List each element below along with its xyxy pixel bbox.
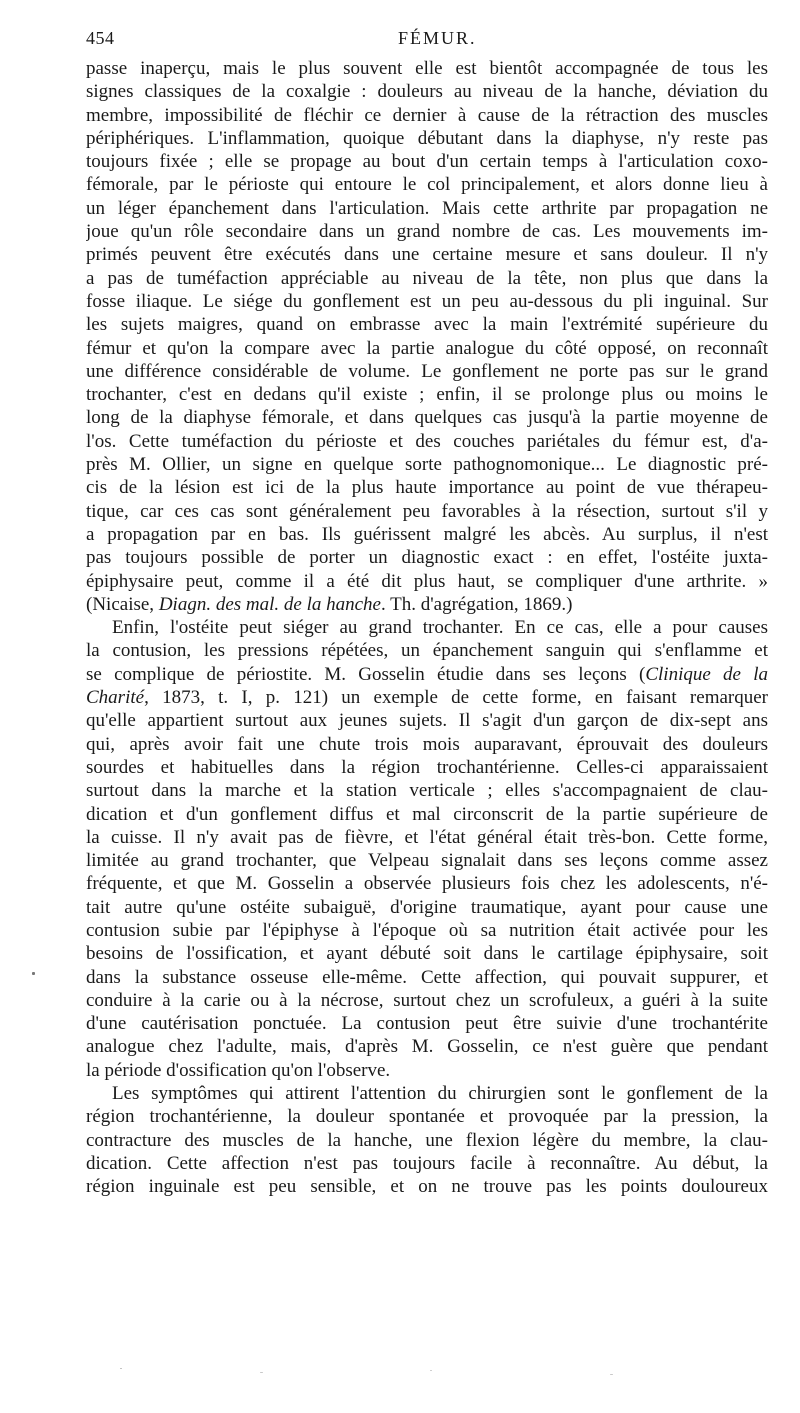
text-segment: dication et d'un gonflement diffus et mal circonscrit de la partie supérieure de xyxy=(86,803,768,825)
text-line xyxy=(86,1105,768,1128)
body-text xyxy=(86,57,768,1199)
text-line xyxy=(86,453,768,476)
text-segment: l'os. Cette tuméfaction du périoste et des couches pariétales du fémur est, d'a- xyxy=(86,430,768,452)
text-line xyxy=(86,360,768,383)
text-line xyxy=(86,663,768,686)
text-segment: joue qu'un rôle secondaire dans un grand nombre de cas. Les mouvements im- xyxy=(86,221,768,243)
text-segment: dication. Cette affection n'est pas toujours facile à reconnaître. Au début, la xyxy=(86,1152,768,1174)
text-segment: Enfin, l'ostéite peut siéger au grand trochanter. En ce cas, elle a pour causes xyxy=(112,617,768,639)
text-line xyxy=(86,313,768,336)
text-line xyxy=(86,197,768,220)
text-segment: région trochantérienne, la douleur spontanée et provoquée par la pression, la xyxy=(86,1106,768,1128)
text-segment: dans la substance osseuse elle-même. Cette affection, qui pouvait suppurer, et xyxy=(86,966,768,988)
text-segment: signes classiques de la coxalgie : douleurs au niveau de la hanche, déviation du xyxy=(86,81,768,103)
text-segment: la cuisse. Il n'y avait pas de fièvre, et l'état général était très-bon. Cette forme, xyxy=(86,826,768,848)
text-line xyxy=(86,616,768,639)
text-line xyxy=(86,500,768,523)
text-line xyxy=(86,476,768,499)
text-line xyxy=(86,733,768,756)
italic-text: Clinique de la xyxy=(645,663,768,685)
text-line xyxy=(86,709,768,732)
text-line xyxy=(86,1152,768,1175)
text-line xyxy=(86,1059,768,1082)
text-line xyxy=(86,686,768,709)
text-line xyxy=(86,896,768,919)
text-line xyxy=(86,243,768,266)
italic-text: Charité xyxy=(86,687,145,709)
text-segment: pas toujours possible de porter un diagnostic exact : en effet, l'ostéite juxta- xyxy=(86,547,768,569)
italic-text: Diagn. des mal. de la hanche xyxy=(158,593,381,615)
text-segment: tique, car ces cas sont généralement peu favorables à la résection, surtout s'il y xyxy=(86,500,768,522)
text-line xyxy=(86,966,768,989)
text-line xyxy=(86,383,768,406)
text-line xyxy=(86,220,768,243)
text-line xyxy=(86,150,768,173)
text-line xyxy=(86,826,768,849)
text-segment: fémorale, par le périoste qui entoure le col principalement, et alors donne lieu à xyxy=(86,174,768,196)
text-line xyxy=(86,173,768,196)
text-line xyxy=(86,872,768,895)
text-segment: (Nicaise, xyxy=(86,593,159,615)
text-line xyxy=(86,1129,768,1152)
text-segment: cis de la lésion est ici de la plus haute importance au point de vue thérapeu- xyxy=(86,477,768,499)
text-line xyxy=(86,639,768,662)
text-segment: les sujets maigres, quand on embrasse avec la main l'extrémité supérieure du xyxy=(86,314,768,336)
text-line xyxy=(86,80,768,103)
text-segment: primés peuvent être exécutés dans une certaine mesure et sans douleur. Il n'y xyxy=(86,244,768,266)
scan-speck xyxy=(120,1368,122,1369)
text-segment: besoins de l'ossification, et ayant débuté soit dans le cartilage épiphysaire, soit xyxy=(86,943,768,965)
text-segment: Les symptômes qui attirent l'attention du chirurgien sont le gonflement de la xyxy=(112,1083,768,1105)
text-segment: membre, impossibilité de fléchir ce dernier à cause de la rétraction des muscles xyxy=(86,104,768,126)
text-segment: périphériques. L'inflammation, quoique débutant dans la diaphyse, n'y reste pas xyxy=(86,127,768,149)
text-line xyxy=(86,57,768,80)
running-head: FÉMUR. xyxy=(398,28,477,48)
text-segment: analogue chez l'adulte, mais, d'après M. Gosselin, ce n'est guère que pendant xyxy=(86,1036,768,1058)
text-segment: tait autre qu'une ostéite subaiguë, d'origine traumatique, ayant pour cause une xyxy=(86,896,768,918)
text-line xyxy=(86,779,768,802)
text-line xyxy=(86,1082,768,1105)
text-segment: long de la diaphyse fémorale, et dans quelques cas jusqu'à la partie moyenne de xyxy=(86,407,768,429)
text-segment: fémur et qu'on la compare avec la partie analogue du côté opposé, on reconnaît xyxy=(86,337,768,359)
text-segment: la période d'ossification qu'on l'observe. xyxy=(86,1059,391,1081)
scan-speck xyxy=(430,1370,432,1371)
text-line xyxy=(86,546,768,569)
text-segment: qui, après avoir fait une chute trois mois auparavant, éprouvait des douleurs xyxy=(86,733,768,755)
text-segment: contracture des muscles de la hanche, une flexion légère du membre, la clau- xyxy=(86,1129,768,1151)
text-line xyxy=(86,989,768,1012)
text-line xyxy=(86,430,768,453)
text-line xyxy=(86,1035,768,1058)
text-segment: , 1873, t. I, p. 121) un exemple de cette forme, en faisant remarquer xyxy=(144,687,768,709)
text-line xyxy=(86,523,768,546)
text-line xyxy=(86,267,768,290)
scan-speck xyxy=(260,1372,263,1373)
text-segment: région inguinale est peu sensible, et on ne trouve pas les points douloureux xyxy=(86,1176,768,1198)
text-segment: sourdes et habituelles dans la région trochantérienne. Celles-ci apparaissaient xyxy=(86,756,768,778)
text-segment: un léger épanchement dans l'articulation. Mais cette arthrite par propagation ne xyxy=(86,197,768,219)
text-line xyxy=(86,104,768,127)
text-line xyxy=(86,803,768,826)
text-line xyxy=(86,593,768,616)
text-segment: près M. Ollier, un signe en quelque sorte pathognomonique... Le diagnostic pré- xyxy=(86,454,768,476)
text-line xyxy=(86,337,768,360)
text-segment: qu'elle appartient surtout aux jeunes sujets. Il s'agit d'un garçon de dix-sept ans xyxy=(86,710,768,732)
text-segment: limitée au grand trochanter, que Velpeau signalait dans ses leçons comme assez xyxy=(86,850,768,872)
text-segment: surtout dans la marche et la station verticale ; elles s'accompagnaient de clau- xyxy=(86,780,768,802)
text-segment: la contusion, les pressions répétées, un épanchement sanguin qui s'enflamme et xyxy=(86,640,768,662)
text-line xyxy=(86,1012,768,1035)
text-segment: fréquente, et que M. Gosselin a observée plusieurs fois chez les adolescents, n'é- xyxy=(86,873,768,895)
text-segment: trochanter, c'est en dedans qu'il existe ; enfin, il se prolonge plus ou moins le xyxy=(86,384,768,406)
text-line xyxy=(86,406,768,429)
page-header xyxy=(86,22,768,52)
text-segment: fosse iliaque. Le siége du gonflement est un peu au-dessous du pli inguinal. Sur xyxy=(86,290,768,312)
text-segment: conduire à la carie ou à la nécrose, surtout chez un scrofuleux, a guéri à la suite xyxy=(86,989,768,1011)
text-segment: passe inaperçu, mais le plus souvent elle est bientôt accompagnée de tous les xyxy=(86,58,768,79)
text-line xyxy=(86,290,768,313)
scan-speck xyxy=(610,1374,613,1375)
text-segment: épiphysaire peut, comme il a été dit plus haut, se compliquer d'une arthrite. » xyxy=(86,570,768,592)
text-line xyxy=(86,849,768,872)
text-segment: contusion subie par l'épiphyse à l'époque où sa nutrition était activée pour les xyxy=(86,919,768,941)
text-line xyxy=(86,919,768,942)
text-segment: a propagation par en bas. Ils guérissent malgré les abcès. Au surplus, il n'est xyxy=(86,523,768,545)
text-line xyxy=(86,1175,768,1198)
page-number: 454 xyxy=(86,28,115,48)
text-line xyxy=(86,570,768,593)
text-segment: . Th. d'agrégation, 1869.) xyxy=(380,593,573,615)
text-line xyxy=(86,756,768,779)
text-line xyxy=(86,942,768,965)
scan-speck xyxy=(32,972,35,975)
text-segment: une différence considérable de volume. Le gonflement ne porte pas sur le grand xyxy=(86,360,768,382)
text-segment: a pas de tuméfaction appréciable au niveau de la tête, non plus que dans la xyxy=(86,267,768,289)
text-segment: d'une cautérisation ponctuée. La contusion peut être suivie d'une trochantérite xyxy=(86,1013,768,1035)
text-segment: se complique de périostite. M. Gosselin étudie dans ses leçons ( xyxy=(86,663,646,685)
text-segment: toujours fixée ; elle se propage au bout d'un certain temps à l'articulation coxo- xyxy=(86,151,768,173)
text-line xyxy=(86,127,768,150)
